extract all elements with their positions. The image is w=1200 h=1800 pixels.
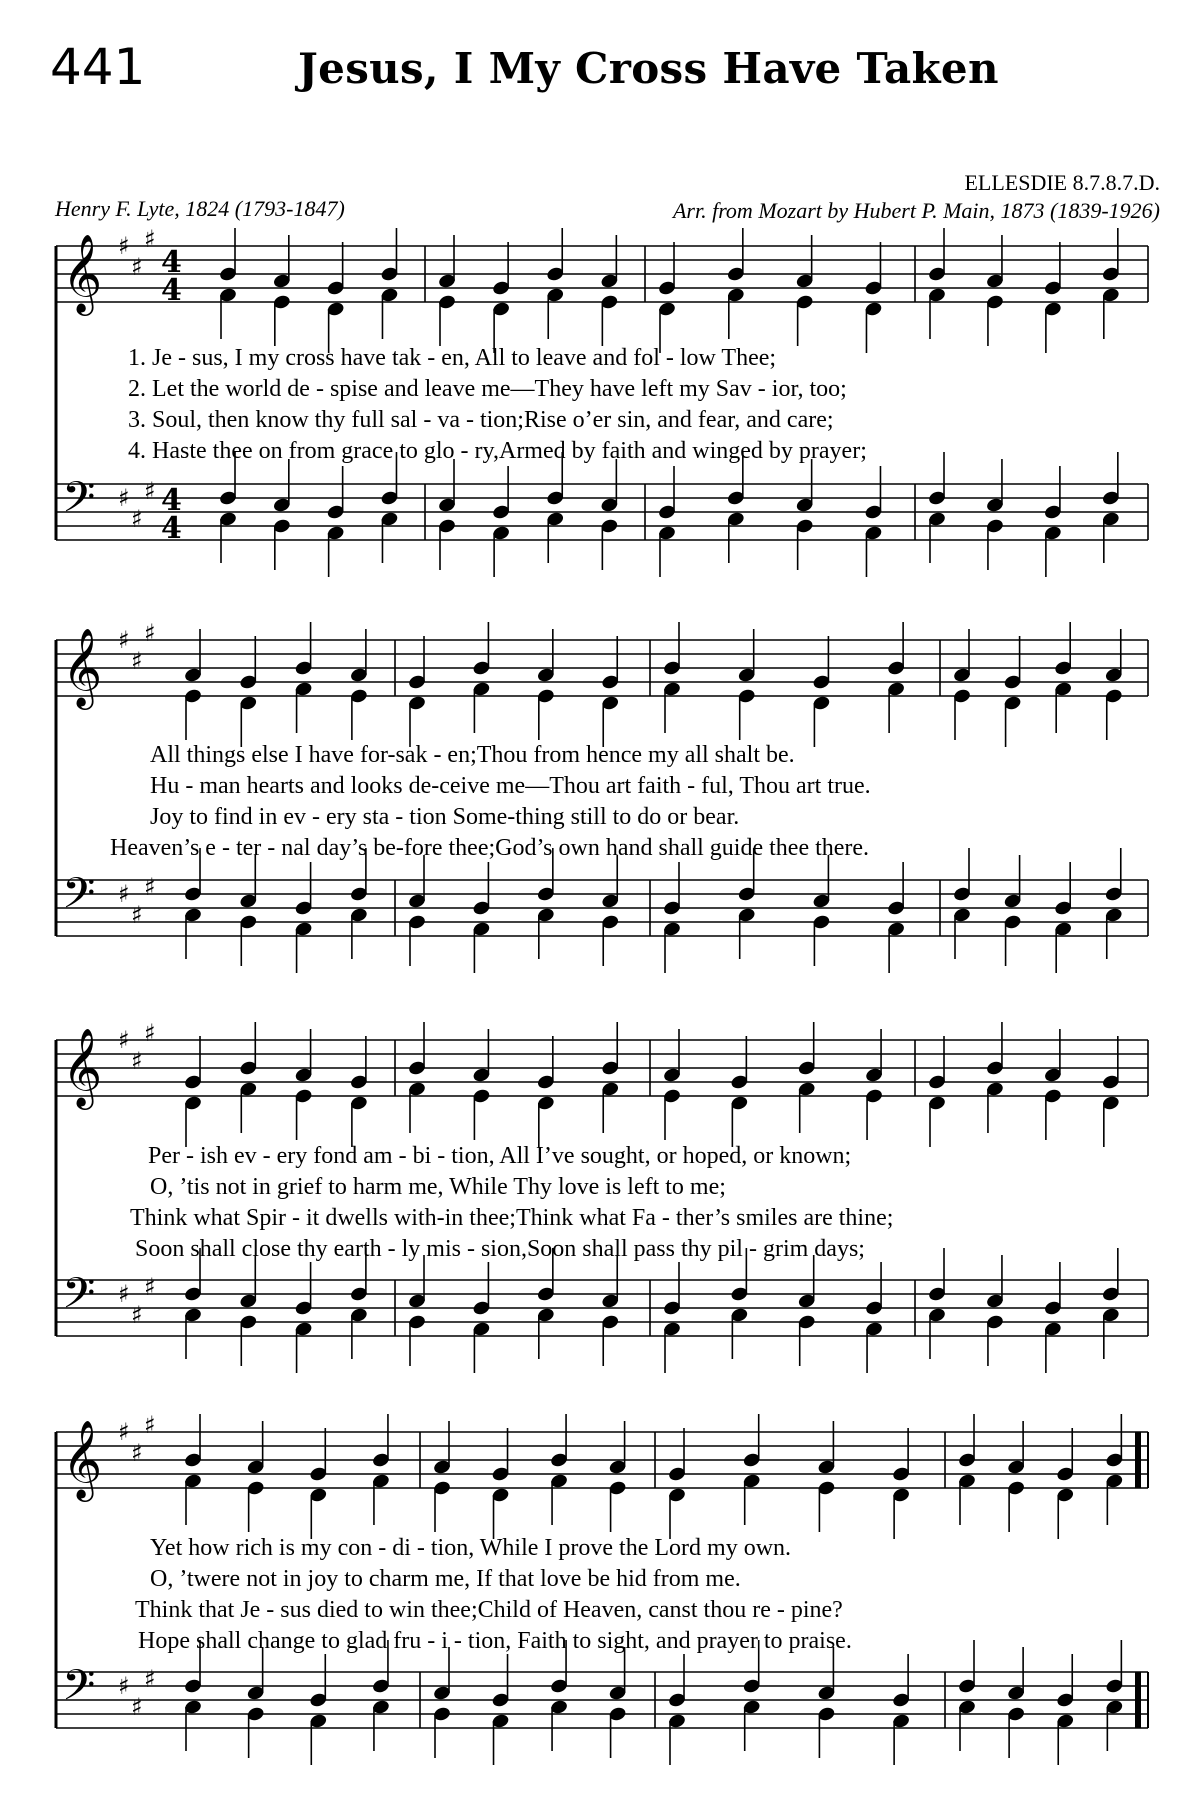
lyric-line-verse-3: 3. Soul, then know thy full sal - va - tion;Rise o’er sin, and fear, and care; (128, 407, 834, 433)
tune-name: ELLESDIE 8.7.8.7.D. (964, 170, 1160, 195)
sharp-icon: ♯ (131, 1693, 143, 1721)
lyric-line-verse-4: Hope shall change to glad fru - i - tion, Faith to sight, and prayer to praise. (138, 1628, 852, 1654)
treble-clef-icon: 𝄞 (62, 1420, 103, 1499)
lyric-line-verse-1: All things else I have for-sak - en;Thou from hence my all shalt be. (150, 742, 795, 768)
sharp-icon: ♯ (131, 505, 143, 533)
sharp-icon: ♯ (144, 1411, 156, 1439)
lyric-line-verse-2: O, ’tis not in grief to harm me, While Thy love is left to me; (150, 1174, 726, 1200)
sharp-icon: ♯ (144, 1273, 156, 1301)
time-signature-bottom: 4 (161, 511, 182, 546)
treble-clef-icon: 𝄞 (62, 628, 103, 707)
sharp-icon: ♯ (144, 1665, 156, 1693)
time-signature-bottom: 4 (161, 273, 182, 308)
sharp-icon: ♯ (131, 901, 143, 929)
sharp-icon: ♯ (144, 1019, 156, 1047)
sharp-icon: ♯ (144, 873, 156, 901)
lyric-line-verse-1: Per - ish ev - ery fond am - bi - tion, All I’ve sought, or hoped, or known; (148, 1143, 852, 1169)
bass-clef-icon: 𝄢 (62, 1661, 96, 1721)
sharp-icon: ♯ (118, 484, 130, 512)
music-credit: Arr. from Mozart by Hubert P. Main, 1873 (1839-1926) (672, 198, 1160, 223)
lyric-line-verse-3: Think what Spir - it dwells with-in thee;Think what Fa - ther’s smiles are thine; (130, 1205, 894, 1231)
sharp-icon: ♯ (144, 619, 156, 647)
lyric-line-verse-4: Soon shall close thy earth - ly mis - sion,Soon shall pass thy pil - grim days; (135, 1236, 865, 1262)
treble-clef-icon: 𝄞 (62, 1028, 103, 1107)
sharp-icon: ♯ (144, 225, 156, 253)
sharp-icon: ♯ (131, 647, 143, 675)
lyric-line-verse-2: 2. Let the world de - spise and leave me—They have left my Sav - ior, too; (128, 376, 847, 402)
lyric-line-verse-1: 1. Je - sus, I my cross have tak - en, All to leave and fol - low Thee; (128, 345, 777, 371)
hymn-number: 441 (50, 38, 146, 96)
lyric-line-verse-3: Joy to find in ev - ery sta - tion Some-thing still to do or bear. (150, 804, 740, 830)
treble-clef-icon: 𝄞 (62, 234, 103, 313)
bass-clef-icon: 𝄢 (62, 473, 96, 533)
bass-clef-icon: 𝄢 (62, 869, 96, 929)
sharp-icon: ♯ (144, 477, 156, 505)
sharp-icon: ♯ (131, 253, 143, 281)
lyric-line-verse-4: 4. Haste thee on from grace to glo - ry,Armed by faith and winged by prayer; (128, 438, 867, 464)
bass-clef-icon: 𝄢 (62, 1269, 96, 1329)
time-signature-top: 4 (161, 483, 182, 518)
lyric-line-verse-1: Yet how rich is my con - di - tion, While I prove the Lord my own. (150, 1535, 792, 1561)
sharp-icon: ♯ (118, 1280, 130, 1308)
sharp-icon: ♯ (131, 1301, 143, 1329)
sharp-icon: ♯ (118, 232, 130, 260)
lyric-line-verse-2: Hu - man hearts and looks de-ceive me—Thou art faith - ful, Thou art true. (150, 773, 871, 799)
time-signature-top: 4 (161, 245, 182, 280)
lyric-line-verse-3: Think that Je - sus died to win thee;Child of Heaven, canst thou re - pine? (135, 1597, 843, 1623)
sharp-icon: ♯ (131, 1047, 143, 1075)
sharp-icon: ♯ (118, 626, 130, 654)
sharp-icon: ♯ (118, 1672, 130, 1700)
words-credit: Henry F. Lyte, 1824 (1793-1847) (55, 196, 345, 221)
lyric-line-verse-2: O, ’twere not in joy to charm me, If that love be hid from me. (150, 1566, 741, 1592)
hymn-title: Jesus, I My Cross Have Taken (298, 44, 999, 93)
sharp-icon: ♯ (118, 880, 130, 908)
sharp-icon: ♯ (131, 1439, 143, 1467)
lyric-line-verse-4: Heaven’s e - ter - nal day’s be-fore thee;God’s own hand shall guide thee there. (110, 835, 870, 861)
sharp-icon: ♯ (118, 1418, 130, 1446)
sharp-icon: ♯ (118, 1026, 130, 1054)
